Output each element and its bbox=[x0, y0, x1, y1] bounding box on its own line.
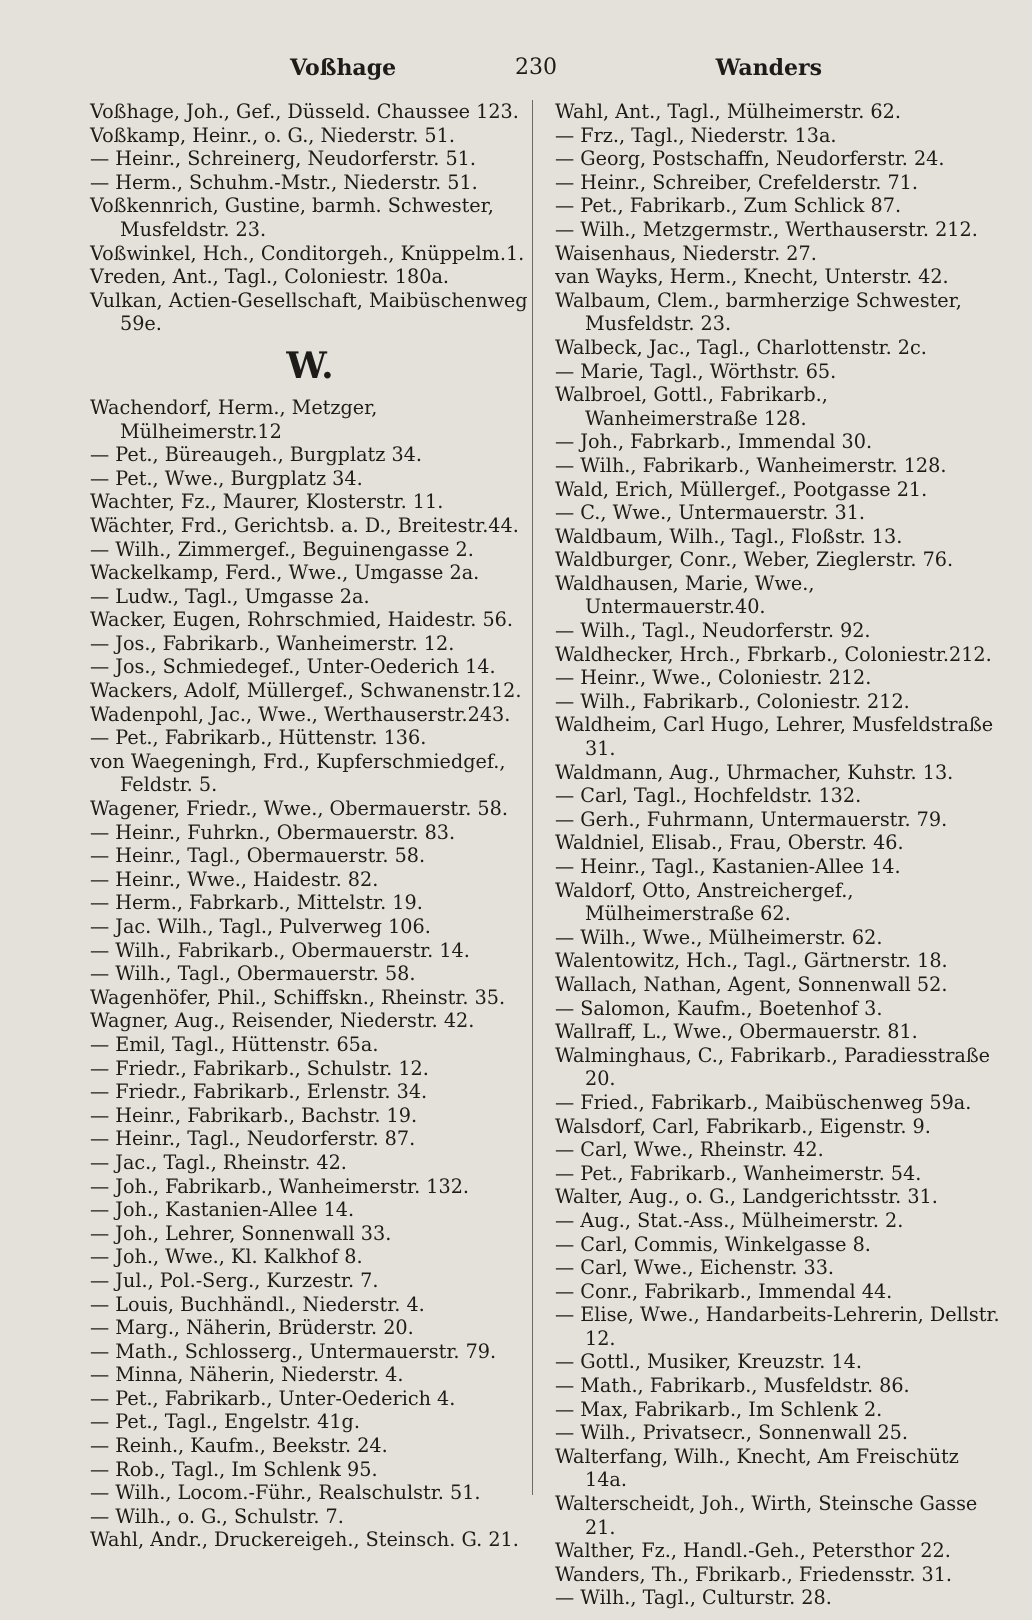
directory-entry: — Wilh., Fabrikarb., Wanheimerstr. 128. bbox=[555, 453, 947, 477]
directory-entry: Waldmann, Aug., Uhrmacher, Kuhstr. 13. bbox=[555, 760, 954, 784]
directory-entry: — Aug., Stat.-Ass., Mülheimerstr. 2. bbox=[555, 1208, 904, 1232]
directory-entry: Wachter, Fz., Maurer, Klosterstr. 11. bbox=[90, 490, 444, 514]
directory-entry: — Pet., Büreaugeh., Burgplatz 34. bbox=[90, 443, 422, 467]
directory-entry: — Jos., Fabrikarb., Wanheimerstr. 12. bbox=[90, 631, 455, 655]
directory-entry: Waldbaum, Wilh., Tagl., Floßstr. 13. bbox=[555, 524, 903, 548]
directory-entry: Waldorf, Otto, Anstreichergef., Mülheimerstraße 62. bbox=[555, 878, 854, 926]
directory-entry: — Jac., Tagl., Rheinstr. 42. bbox=[90, 1150, 347, 1174]
directory-entry: — Heinr., Schreinerg, Neudorferstr. 51. bbox=[90, 147, 476, 171]
column-divider bbox=[532, 100, 533, 1495]
directory-entry: Walbeck, Jac., Tagl., Charlottenstr. 2c. bbox=[555, 335, 927, 359]
directory-entry: Wallraff, L., Wwe., Obermauerstr. 81. bbox=[555, 1020, 918, 1044]
directory-entry: Waldhausen, Marie, Wwe., Untermauerstr.40. bbox=[555, 571, 815, 619]
directory-entry: Walter, Aug., o. G., Landgerichtsstr. 31. bbox=[555, 1185, 938, 1209]
directory-entry: — Gerh., Fuhrmann, Untermauerstr. 79. bbox=[555, 807, 948, 831]
directory-entry: — Georg, Postschaffn, Neudorferstr. 24. bbox=[555, 147, 945, 171]
directory-entry: Waldheim, Carl Hugo, Lehrer, Musfeldstraße 31. bbox=[555, 713, 994, 761]
directory-entry: — Wilh., o. G., Schulstr. 7. bbox=[90, 1504, 344, 1528]
directory-entry: Walbroel, Gottl., Fabrikarb., Wanheimerstraße 128. bbox=[555, 383, 828, 430]
directory-entry: Waldniel, Elisab., Frau, Oberstr. 46. bbox=[555, 831, 904, 855]
directory-entry: — Gottl., Musiker, Kreuzstr. 14. bbox=[555, 1350, 862, 1374]
directory-entry: — Pet., Wwe., Burgplatz 34. bbox=[90, 466, 363, 490]
directory-entry: — Friedr., Fabrikarb., Erlenstr. 34. bbox=[90, 1080, 428, 1104]
directory-entry: — Heinr., Wwe., Coloniestr. 212. bbox=[555, 666, 872, 690]
directory-entry: — Math., Fabrikarb., Musfeldstr. 86. bbox=[555, 1374, 910, 1398]
directory-entry: Voßkennrich, Gustine, barmh. Schwester, Musfeldstr. 23. bbox=[90, 194, 494, 241]
directory-entry: Wagenhöfer, Phil., Schiffskn., Rheinstr. 35. bbox=[90, 985, 506, 1009]
directory-entry: — Rob., Tagl., Im Schlenk 95. bbox=[90, 1457, 378, 1481]
directory-entry: — Joh., Fabrkarb., Immendal 30. bbox=[555, 430, 873, 454]
directory-entry: — C., Wwe., Untermauerstr. 31. bbox=[555, 501, 865, 525]
directory-entry: — Carl, Commis, Winkelgasse 8. bbox=[555, 1232, 871, 1256]
directory-entry: Wachendorf, Herm., Metzger, Mülheimerstr.12 bbox=[90, 395, 378, 443]
directory-entry: — Frz., Tagl., Niederstr. 13a. bbox=[555, 123, 837, 147]
directory-entry: — Joh., Lehrer, Sonnenwall 33. bbox=[90, 1221, 392, 1245]
directory-entry: Walther, Fz., Handl.-Geh., Petersthor 22. bbox=[555, 1539, 951, 1563]
directory-entry: Wahl, Andr., Druckereigeh., Steinsch. G. 21. bbox=[90, 1528, 519, 1552]
directory-entry: — Herm., Fabrkarb., Mittelstr. 19. bbox=[90, 891, 423, 915]
directory-entry: — Wilh., Metzgermstr., Werthauserstr. 212. bbox=[555, 217, 978, 241]
directory-entry: — Wilh., Zimmergef., Beguinengasse 2. bbox=[90, 537, 474, 561]
directory-entry: Walminghaus, C., Fabrikarb., Paradiesstraße 20. bbox=[555, 1043, 991, 1091]
page-header bbox=[90, 55, 972, 91]
directory-entry: — Pet., Fabrikarb., Wanheimerstr. 54. bbox=[555, 1161, 922, 1185]
directory-entry: Wackelkamp, Ferd., Wwe., Umgasse 2a. bbox=[90, 561, 480, 585]
directory-entry: Voßkamp, Heinr., o. G., Niederstr. 51. bbox=[90, 123, 455, 147]
header-right-keyword: Wanders bbox=[715, 55, 822, 81]
directory-entry: Wagener, Friedr., Wwe., Obermauerstr. 58. bbox=[90, 797, 508, 821]
directory-entry: — Heinr., Schreiber, Crefelderstr. 71. bbox=[555, 170, 918, 194]
directory-entry: — Wilh., Wwe., Mülheimerstr. 62. bbox=[555, 925, 883, 949]
page-number: 230 bbox=[515, 55, 557, 80]
directory-entry: — Wilh., Tagl., Neudorferstr. 92. bbox=[555, 619, 871, 643]
left-column bbox=[90, 100, 530, 1552]
directory-entry: — Pet., Tagl., Engelstr. 41g. bbox=[90, 1410, 360, 1434]
directory-entry: — Max, Fabrikarb., Im Schlenk 2. bbox=[555, 1397, 883, 1421]
directory-entry: Walterfang, Wilh., Knecht, Am Freischütz 14a. bbox=[555, 1444, 959, 1492]
directory-entry: Vreden, Ant., Tagl., Coloniestr. 180a. bbox=[90, 265, 450, 289]
directory-entry: — Jac. Wilh., Tagl., Pulverweg 106. bbox=[90, 915, 431, 938]
directory-entry: Wadenpohl, Jac., Wwe., Werthauserstr.243. bbox=[90, 702, 511, 726]
directory-entry: — Louis, Buchhändl., Niederstr. 4. bbox=[90, 1292, 425, 1316]
directory-entry: — Jul., Pol.-Serg., Kurzestr. 7. bbox=[90, 1268, 379, 1292]
directory-entry: — Math., Schlosserg., Untermauerstr. 79. bbox=[90, 1339, 497, 1363]
directory-entry: — Elise, Wwe., Handarbeits-Lehrerin, Dellstr. 12. bbox=[555, 1303, 1000, 1350]
directory-entry: Voßwinkel, Hch., Conditorgeh., Knüppelm.1. bbox=[90, 241, 525, 265]
directory-entry: Waisenhaus, Niederstr. 27. bbox=[555, 241, 817, 265]
directory-entry: — Wilh., Locom.-Führ., Realschulstr. 51. bbox=[90, 1481, 481, 1505]
directory-entry: — Marie, Tagl., Wörthstr. 65. bbox=[555, 359, 837, 383]
directory-entry: Walentowitz, Hch., Tagl., Gärtnerstr. 18. bbox=[555, 949, 948, 973]
directory-entry: — Joh., Kastanien-Allee 14. bbox=[90, 1198, 355, 1222]
directory-entry: — Pet., Fabrikarb., Hüttenstr. 136. bbox=[90, 726, 427, 750]
directory-entry: — Wilh., Privatsecr., Sonnenwall 25. bbox=[555, 1421, 908, 1445]
directory-entry: Vulkan, Actien-Gesellschaft, Maibüschenweg 59e. bbox=[90, 288, 528, 336]
directory-entry: van Wayks, Herm., Knecht, Unterstr. 42. bbox=[555, 265, 949, 289]
directory-entry: Wallach, Nathan, Agent, Sonnenwall 52. bbox=[555, 972, 948, 996]
directory-entry: — Salomon, Kaufm., Boetenhof 3. bbox=[555, 996, 883, 1020]
directory-entry: Walterscheidt, Joh., Wirth, Steinsche Gasse 21. bbox=[555, 1492, 978, 1539]
directory-entry: — Heinr., Tagl., Kastanien-Allee 14. bbox=[555, 855, 901, 878]
directory-entry: — Reinh., Kaufm., Beekstr. 24. bbox=[90, 1434, 388, 1458]
directory-entry: Wagner, Aug., Reisender, Niederstr. 42. bbox=[90, 1009, 475, 1033]
directory-entry: — Joh., Fabrikarb., Wanheimerstr. 132. bbox=[90, 1174, 470, 1198]
directory-entry: — Conr., Fabrikarb., Immendal 44. bbox=[555, 1279, 893, 1303]
directory-entry: — Wilh., Tagl., Culturstr. 28. bbox=[555, 1586, 832, 1610]
directory-entry: Wächter, Frd., Gerichtsb. a. D., Breitestr.44. bbox=[90, 513, 519, 537]
directory-entry: — Fried., Fabrikarb., Maibüschenweg 59a. bbox=[555, 1090, 972, 1114]
directory-entry: — Minna, Näherin, Niederstr. 4. bbox=[90, 1363, 404, 1387]
directory-entry: — Friedr., Fabrikarb., Schulstr. 12. bbox=[90, 1056, 429, 1080]
directory-entry: Waldburger, Conr., Weber, Zieglerstr. 76. bbox=[555, 548, 954, 572]
directory-entry: — Marg., Näherin, Brüderstr. 20. bbox=[90, 1316, 414, 1340]
directory-entry: — Wilh., Fabrikarb., Obermauerstr. 14. bbox=[90, 938, 470, 962]
directory-entry: — Heinr., Fuhrkn., Obermauerstr. 83. bbox=[90, 820, 456, 844]
directory-entry: — Heinr., Tagl., Obermauerstr. 58. bbox=[90, 844, 426, 868]
right-column bbox=[555, 100, 1000, 1610]
directory-entry: Wackers, Adolf, Müllergef., Schwanenstr.12. bbox=[90, 679, 522, 703]
directory-entry: Walsdorf, Carl, Fabrikarb., Eigenstr. 9. bbox=[555, 1114, 931, 1138]
directory-entry: — Wilh., Fabrikarb., Coloniestr. 212. bbox=[555, 689, 910, 713]
directory-entry: — Heinr., Wwe., Haidestr. 82. bbox=[90, 867, 379, 891]
section-letter: W. bbox=[286, 344, 334, 387]
header-left-keyword: Voßhage bbox=[290, 55, 397, 81]
directory-entry: Wacker, Eugen, Rohrschmied, Haidestr. 56. bbox=[90, 608, 513, 632]
directory-entry: — Herm., Schuhm.-Mstr., Niederstr. 51. bbox=[90, 170, 478, 194]
directory-entry: — Pet., Fabrikarb., Unter-Oederich 4. bbox=[90, 1386, 456, 1410]
directory-entry: Wald, Erich, Müllergef., Pootgasse 21. bbox=[555, 477, 928, 501]
directory-entry: — Wilh., Tagl., Obermauerstr. 58. bbox=[90, 962, 416, 986]
directory-entry: — Carl, Wwe., Eichenstr. 33. bbox=[555, 1256, 835, 1280]
directory-entry: Walbaum, Clem., barmherzige Schwester, Musfeldstr. 23. bbox=[555, 288, 962, 336]
directory-entry: Wahl, Ant., Tagl., Mülheimerstr. 62. bbox=[555, 100, 901, 123]
directory-entry: — Carl, Wwe., Rheinstr. 42. bbox=[555, 1138, 824, 1162]
directory-entry: — Heinr., Fabrikarb., Bachstr. 19. bbox=[90, 1103, 418, 1127]
directory-entry: — Jos., Schmiedegef., Unter-Oederich 14. bbox=[90, 655, 496, 679]
directory-entry: — Carl, Tagl., Hochfeldstr. 132. bbox=[555, 784, 862, 808]
directory-entry: — Joh., Wwe., Kl. Kalkhof 8. bbox=[90, 1245, 363, 1269]
directory-entry: — Ludw., Tagl., Umgasse 2a. bbox=[90, 584, 370, 608]
directory-entry: Wanders, Th., Fbrikarb., Friedensstr. 31. bbox=[555, 1562, 953, 1586]
directory-entry: Waldhecker, Hrch., Fbrkarb., Coloniestr.212. bbox=[555, 642, 992, 666]
directory-entry: — Heinr., Tagl., Neudorferstr. 87. bbox=[90, 1127, 416, 1151]
directory-entry: — Emil, Tagl., Hüttenstr. 65a. bbox=[90, 1032, 379, 1056]
directory-entry: von Waegeningh, Frd., Kupferschmiedgef., Feldstr. 5. bbox=[90, 749, 506, 797]
directory-entry: Voßhage, Joh., Gef., Düsseld. Chaussee 123. bbox=[90, 100, 519, 123]
directory-entry: — Pet., Fabrikarb., Zum Schlick 87. bbox=[555, 194, 902, 218]
